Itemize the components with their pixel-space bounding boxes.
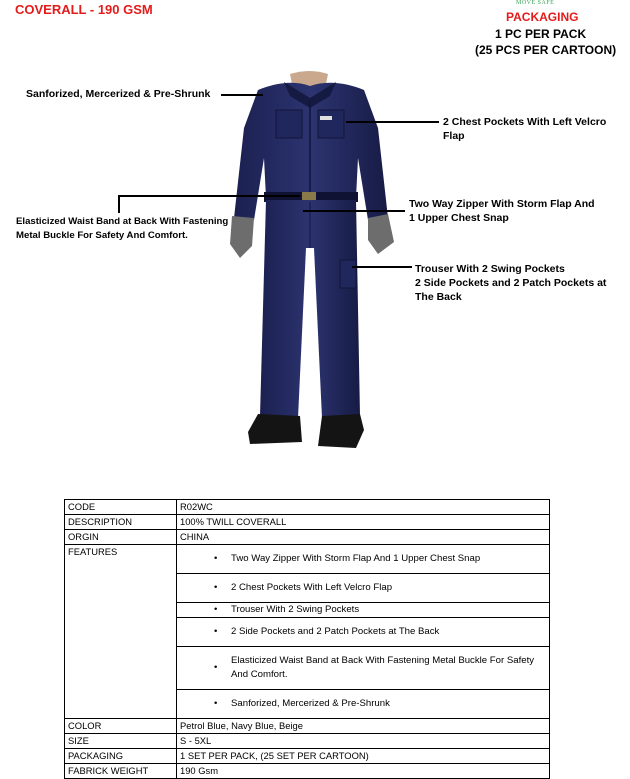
- origin-value: CHINA: [177, 530, 550, 545]
- features-label: FEATURES: [65, 545, 177, 719]
- brand-logo-text: MOVE SAFE: [516, 0, 555, 6]
- table-row: [65, 719, 550, 734]
- table-row: [65, 545, 550, 719]
- packaging-value: 1 SET PER PACK, (25 SET PER CARTOON): [177, 749, 550, 764]
- list-item: • Two Way Zipper With Storm Flap And 1 Upper Chest Snap: [177, 545, 549, 574]
- packaging-label: PACKAGING: [65, 749, 177, 764]
- packaging-line-1: 1 PC PER PACK: [495, 27, 587, 41]
- weight-label: FABRICK WEIGHT: [65, 764, 177, 779]
- table-row: [65, 500, 550, 515]
- callout-line-sanforized: [221, 94, 263, 96]
- callout-zipper-line1: Two Way Zipper With Storm Flap And: [409, 198, 595, 210]
- size-label: SIZE: [65, 734, 177, 749]
- code-label: CODE: [65, 500, 177, 515]
- coverall-image: [218, 68, 404, 460]
- description-value: 100% TWILL COVERALL: [177, 515, 550, 530]
- callout-line-chest: [346, 121, 439, 123]
- callout-sanforized: Sanforized, Mercerized & Pre-Shrunk: [26, 88, 211, 100]
- code-value: R02WC: [177, 500, 550, 515]
- spec-table: [64, 499, 550, 779]
- list-item: • Elasticized Waist Band at Back With Fastening Metal Buckle For Safety And Comfort.: [177, 647, 549, 690]
- callout-trouser-line3: The Back: [415, 291, 462, 303]
- packaging-line-2: (25 PCS PER CARTOON): [475, 43, 617, 57]
- table-row: [65, 515, 550, 530]
- size-value: S - 5XL: [177, 734, 550, 749]
- page-title: COVERALL - 190 GSM: [15, 2, 153, 17]
- table-row: [65, 764, 550, 779]
- list-item: • 2 Chest Pockets With Left Velcro Flap: [177, 574, 549, 603]
- color-value: Petrol Blue, Navy Blue, Beige: [177, 719, 550, 734]
- description-label: DESCRIPTION: [65, 515, 177, 530]
- callout-waist-line2: Metal Buckle For Safety And Comfort.: [16, 230, 188, 241]
- callout-line-waist-vertical: [118, 196, 120, 213]
- list-item: • Trouser With 2 Swing Pockets: [177, 603, 549, 618]
- table-row: [65, 749, 550, 764]
- list-item: • Sanforized, Mercerized & Pre-Shrunk: [214, 698, 390, 709]
- callout-line-trouser: [352, 266, 412, 268]
- color-label: COLOR: [65, 719, 177, 734]
- list-item: • 2 Side Pockets and 2 Patch Pockets at The Back: [177, 618, 549, 647]
- callout-chest-pockets: 2 Chest Pockets With Left Velcro Flap: [443, 116, 607, 142]
- callout-trouser-line2: 2 Side Pockets and 2 Patch Pockets at: [415, 277, 607, 289]
- callout-line-waist: [118, 195, 300, 197]
- callout-trouser-line1: Trouser With 2 Swing Pockets: [415, 263, 565, 275]
- origin-label: ORGIN: [65, 530, 177, 545]
- table-row: [65, 530, 550, 545]
- table-row: [65, 734, 550, 749]
- callout-waist-line1: Elasticized Waist Band at Back With Fastening: [16, 216, 229, 227]
- weight-value: 190 Gsm: [177, 764, 550, 779]
- callout-zipper-line2: 1 Upper Chest Snap: [409, 212, 509, 224]
- features-list: [177, 545, 550, 719]
- callout-line-zipper: [303, 210, 405, 212]
- packaging-heading: PACKAGING: [506, 10, 579, 24]
